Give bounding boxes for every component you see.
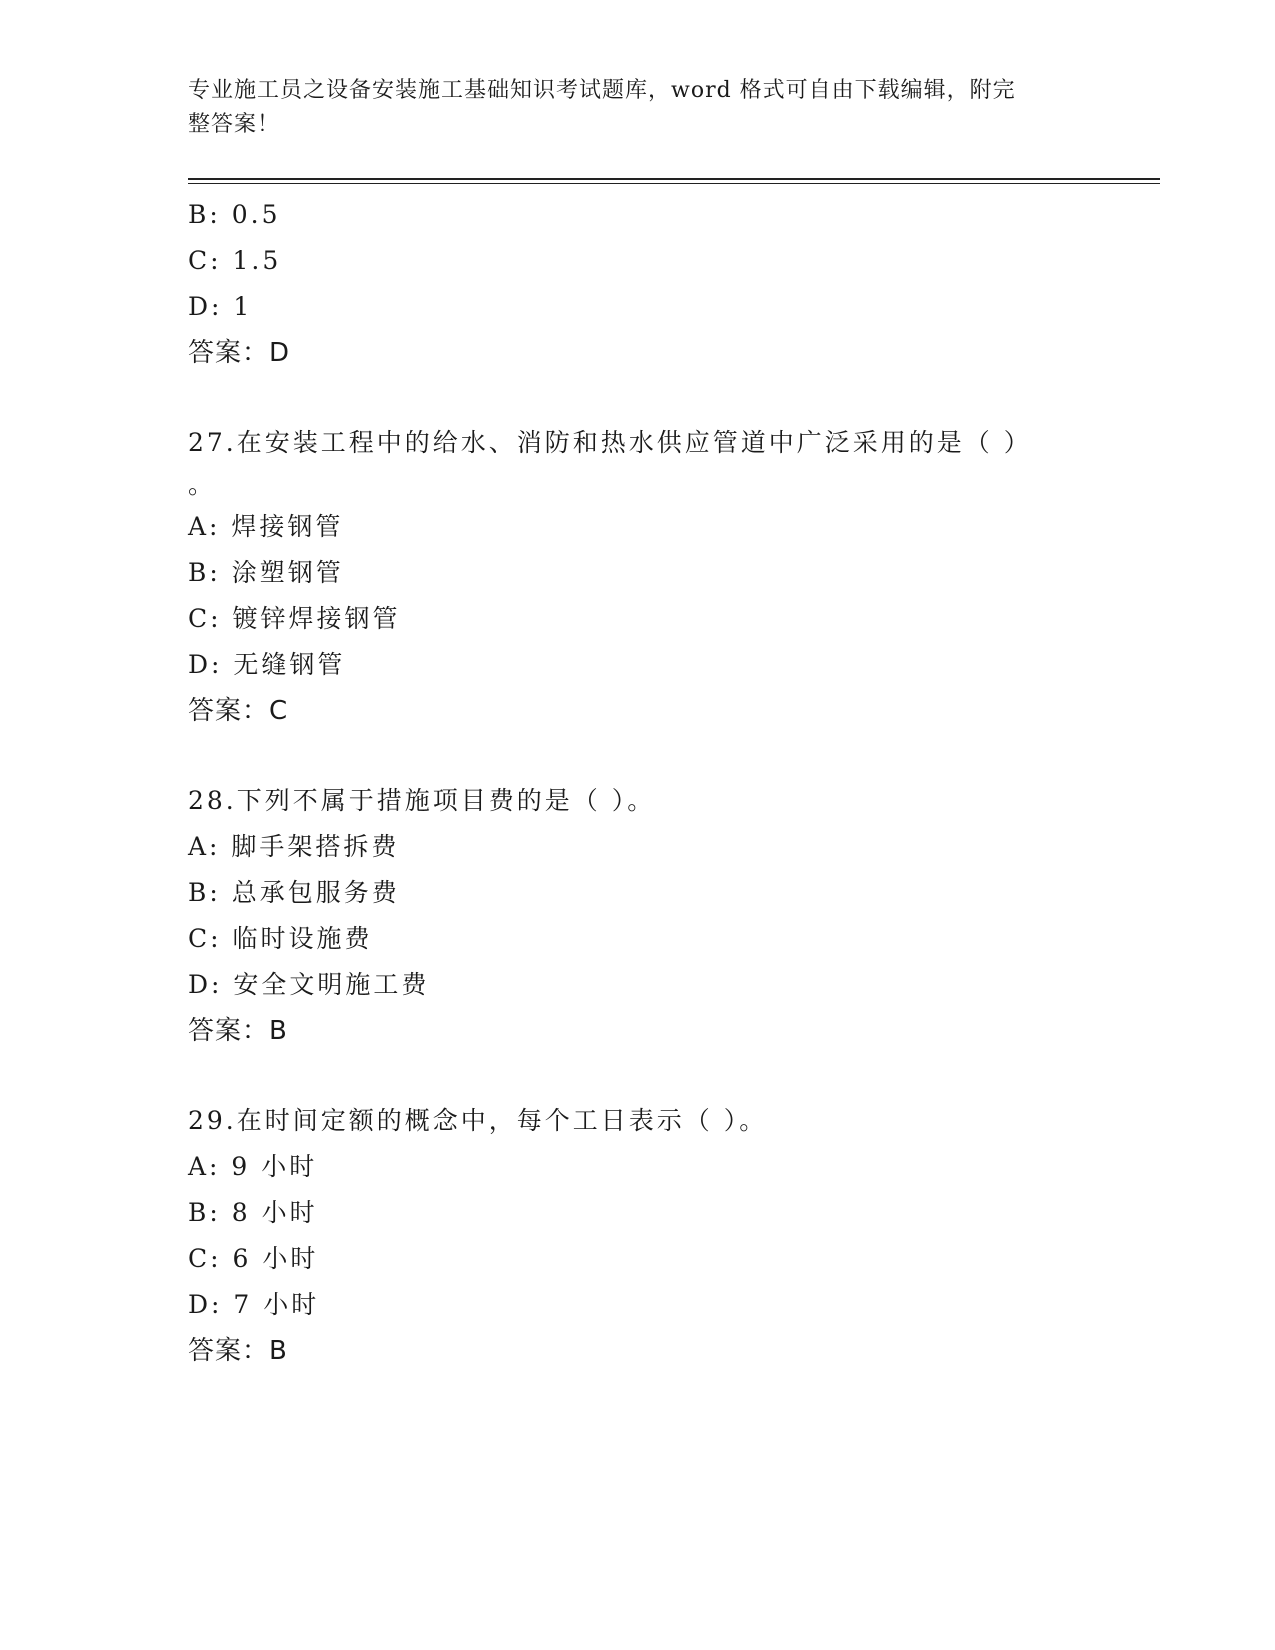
option-b: B: 0.5 (188, 200, 281, 229)
header-title-line-1: 专业施工员之设备安装施工基础知识考试题库，word 格式可自由下载编辑，附完 (188, 78, 1016, 103)
answer: 答案：B (188, 1336, 288, 1366)
option-a: A: 脚手架搭拆费 (188, 832, 400, 861)
option-d: D: 安全文明施工费 (188, 970, 430, 999)
question-text: 28.下列不属于措施项目费的是（ ）。 (188, 786, 656, 815)
answer: 答案：B (188, 1016, 288, 1046)
option-c: C: 镀锌焊接钢管 (188, 604, 401, 633)
option-a: A: 焊接钢管 (188, 512, 344, 541)
header-title-line-2: 整答案！ (188, 112, 281, 137)
document-header (188, 74, 1088, 142)
question-text-continuation: 。 (188, 470, 217, 499)
question-29 (188, 1098, 1088, 1374)
question-28 (188, 778, 1088, 1054)
option-b: B: 总承包服务费 (188, 878, 400, 907)
spacer (188, 376, 1088, 420)
spacer (188, 734, 1088, 778)
option-c: C: 1.5 (188, 246, 282, 275)
question-27 (188, 420, 1088, 734)
question-text: 27.在安装工程中的给水、消防和热水供应管道中广泛采用的是（ ） (188, 428, 1032, 457)
option-a: A: 9 小时 (188, 1152, 318, 1181)
header-divider-thin (188, 183, 1160, 184)
option-c: C: 6 小时 (188, 1244, 319, 1273)
option-c: C: 临时设施费 (188, 924, 373, 953)
option-b: B: 涂塑钢管 (188, 558, 344, 587)
answer: 答案：C (188, 696, 289, 726)
spacer (188, 1054, 1088, 1098)
option-b: B: 8 小时 (188, 1198, 318, 1227)
option-d: D: 无缝钢管 (188, 650, 346, 679)
option-d: D: 1 (188, 292, 253, 321)
header-divider-thick (188, 178, 1160, 180)
question-text: 29.在时间定额的概念中，每个工日表示（ ）。 (188, 1106, 768, 1135)
question-26 (188, 192, 1088, 376)
option-d: D: 7 小时 (188, 1290, 320, 1319)
document-body (188, 192, 1088, 1374)
answer: 答案：D (188, 338, 291, 368)
